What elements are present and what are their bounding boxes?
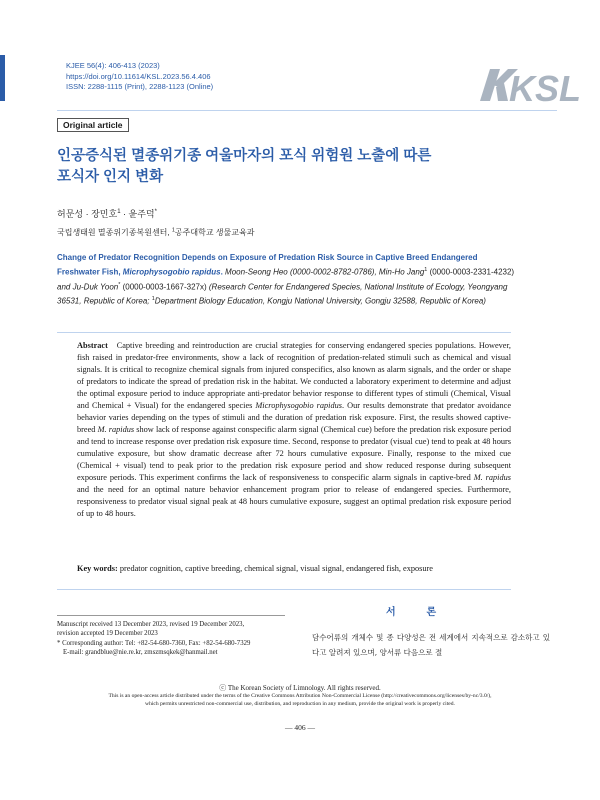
english-citation-block [57,251,517,308]
title-period: . [220,267,223,277]
logo-text: KSL [509,68,581,109]
page-number: — 406 — [285,723,315,732]
copyright-line3: which permits unrestricted non-commercial use, distribution, and reproduction in any medium, provide the original work is properly cited. [145,700,455,707]
affiliation-en: (Research Center for Endangered Species, National Institute of Ecology, Yeongyang 36531, Republic of Korea; [57,282,508,306]
copyright-line2: This is an open-access article distributed under the terms of the Creative Commons Attribution Non-Commercial License (http://creativecommons.org/licenses/by-nc/3.0/), [108,693,492,699]
affiliation-part1: 국립생태원 멸종위기종복원센터, [57,228,172,237]
journal-meta [66,61,213,93]
author-1: 허문성 [57,209,84,219]
author-2-sup: 1 [117,209,121,215]
abstract-text-4: and the need for an optimal nature behavior enhancement program prior to release of endangered species. Furthermore, responsiveness to predator visual signal peak at 48 hours cumulative exposure, suggest an optimal predation risk exposure period of up to 48 hours. [77,485,511,518]
author-3: 윤주덕 [128,209,155,219]
copyright-notice [0,684,600,708]
keywords-text: predator cognition, captive breeding, chemical signal, visual signal, endangered fish, exposure [117,564,433,573]
keywords-label: Key words: [77,564,118,573]
abstract-species-1: Microphysogobio rapidus [255,401,342,410]
title-english: Change of Predator Recognition Depends on Exposure of Predation Risk Source in Captive Breed Endangered Freshwater Fish, [57,253,478,277]
abstract-text-3: show lack of response against conspecific alarm signal (Chemical cue) before the predation risk exposure period and tend to increase response over predation risk exposure time. Second, response to predator (visual cue) tend to peak at 48 hours cumulative exposure, but show dramatic decrease after 72 hours cumulative exposure. Finally, response to the mixed cue (Chemical + visual) tend to peak prior to the predation risk exposure period and show reduced response during subsequent exposure periods. This experiment confirms the lack of responsiveness to conspecific alarm signals in captive-bred [77,425,512,482]
species-name: Microphysogobio rapidus [122,267,221,277]
affiliation-part2: 공주대학교 생물교육과 [174,228,255,237]
note-corresponding: * Corresponding author: Tel: +82-54-680-7360, Fax: +82-54-680-7329 [57,639,251,647]
note-email: E-mail: grandblue@nie.re.kr, zmszmsqkek@hanmail.net [63,648,218,656]
journal-issn: ISSN: 2288-1115 (Print), 2288-1123 (Online) [66,82,214,91]
journal-citation: KJEE 56(4): 406-413 (2023) [66,61,160,70]
note-accepted: revision accepted 19 December 2023 [57,630,158,638]
journal-doi[interactable]: https://doi.org/10.11614/KSL.2023.56.4.406 [66,71,211,81]
note-received: Manuscript received 13 December 2023, revised 19 December 2023, [57,621,245,628]
abstract [77,340,511,520]
header-divider [57,110,557,111]
affiliation-korean [57,227,254,238]
affiliation-sup: 1 [171,227,175,234]
abstract-species-2: M. rapidus [97,425,135,434]
article-type-badge: Original article [57,118,129,132]
author-en-2-sup: 1 [424,267,428,273]
copyright-line1: ⓒ The Korean Society of Limnology. All rights reserved. [219,684,381,692]
author-en-3-orcid: (0000-0003-1667-327x) [120,282,209,292]
footnote-divider [57,615,285,616]
author-en-3: and Ju-Duk Yoon [57,282,119,292]
title-korean-line1: 인공증식된 멸종위기종 여울마자의 포식 위험원 노출에 따른 [57,148,432,164]
ksl-logo-icon [478,63,581,109]
author-separator: · [83,209,92,219]
title-korean [57,146,537,188]
author-en-1: Moon-Seong Heo (0000-0002-8782-0786), [222,267,379,277]
introduction-text: 담수어류의 개체수 및 종 다양성은 전 세계에서 지속적으로 감소하고 있다고 알려져 있으며, 양서류 다음으로 절 [312,633,550,657]
title-korean-line2: 포식자 인지 변화 [57,169,164,185]
introduction-heading: 서 론 [386,607,451,618]
affiliation-en-sup: 1 [151,296,155,303]
journal-accent-bar [0,55,5,101]
author-2: 장민호 [91,209,118,219]
author-separator: · [120,209,129,219]
abstract-text-2: . Our results demonstrate that predator avoidance behavior varies depending on the types of stimuli and the duration of predation risk exposure. First, the results showed captive-breed [77,401,512,434]
abstract-species-3: M. rapidus [473,473,511,482]
author-en-2: Min-Ho Jang [378,267,425,277]
authors-korean [57,207,157,220]
author-en-2-orcid: (0000-0003-2331-4232) [427,267,515,277]
abstract-label: Abstract [77,341,108,350]
author-en-3-sup: * [118,281,121,288]
manuscript-notes [57,620,250,657]
keywords [77,564,511,573]
affiliation-en-2: Department Biology Education, Kongju National University, Gongju 32588, Republic of Korea) [154,296,486,306]
author-3-sup: * [154,209,157,215]
abstract-text-1: Captive breeding and reintroduction are crucial strategies for conserving endangered species populations. However, fish raised in predator-free environments, show a lack of recognition of predation-related stimuli such as chemical and visual signals. It is critical to recognize chemical signals from injured conspecifics, also known as alarm signals, and the order or shape of predators to indicate the spread of predation risk in the habitat. We conducted a laboratory experiment to determine and adjust the optimal exposure period to induce appropriate anti-predator behavior response to different types of stimuli (Chemical, Visual and Chemical + Visual) for the endangered species [77,341,511,410]
